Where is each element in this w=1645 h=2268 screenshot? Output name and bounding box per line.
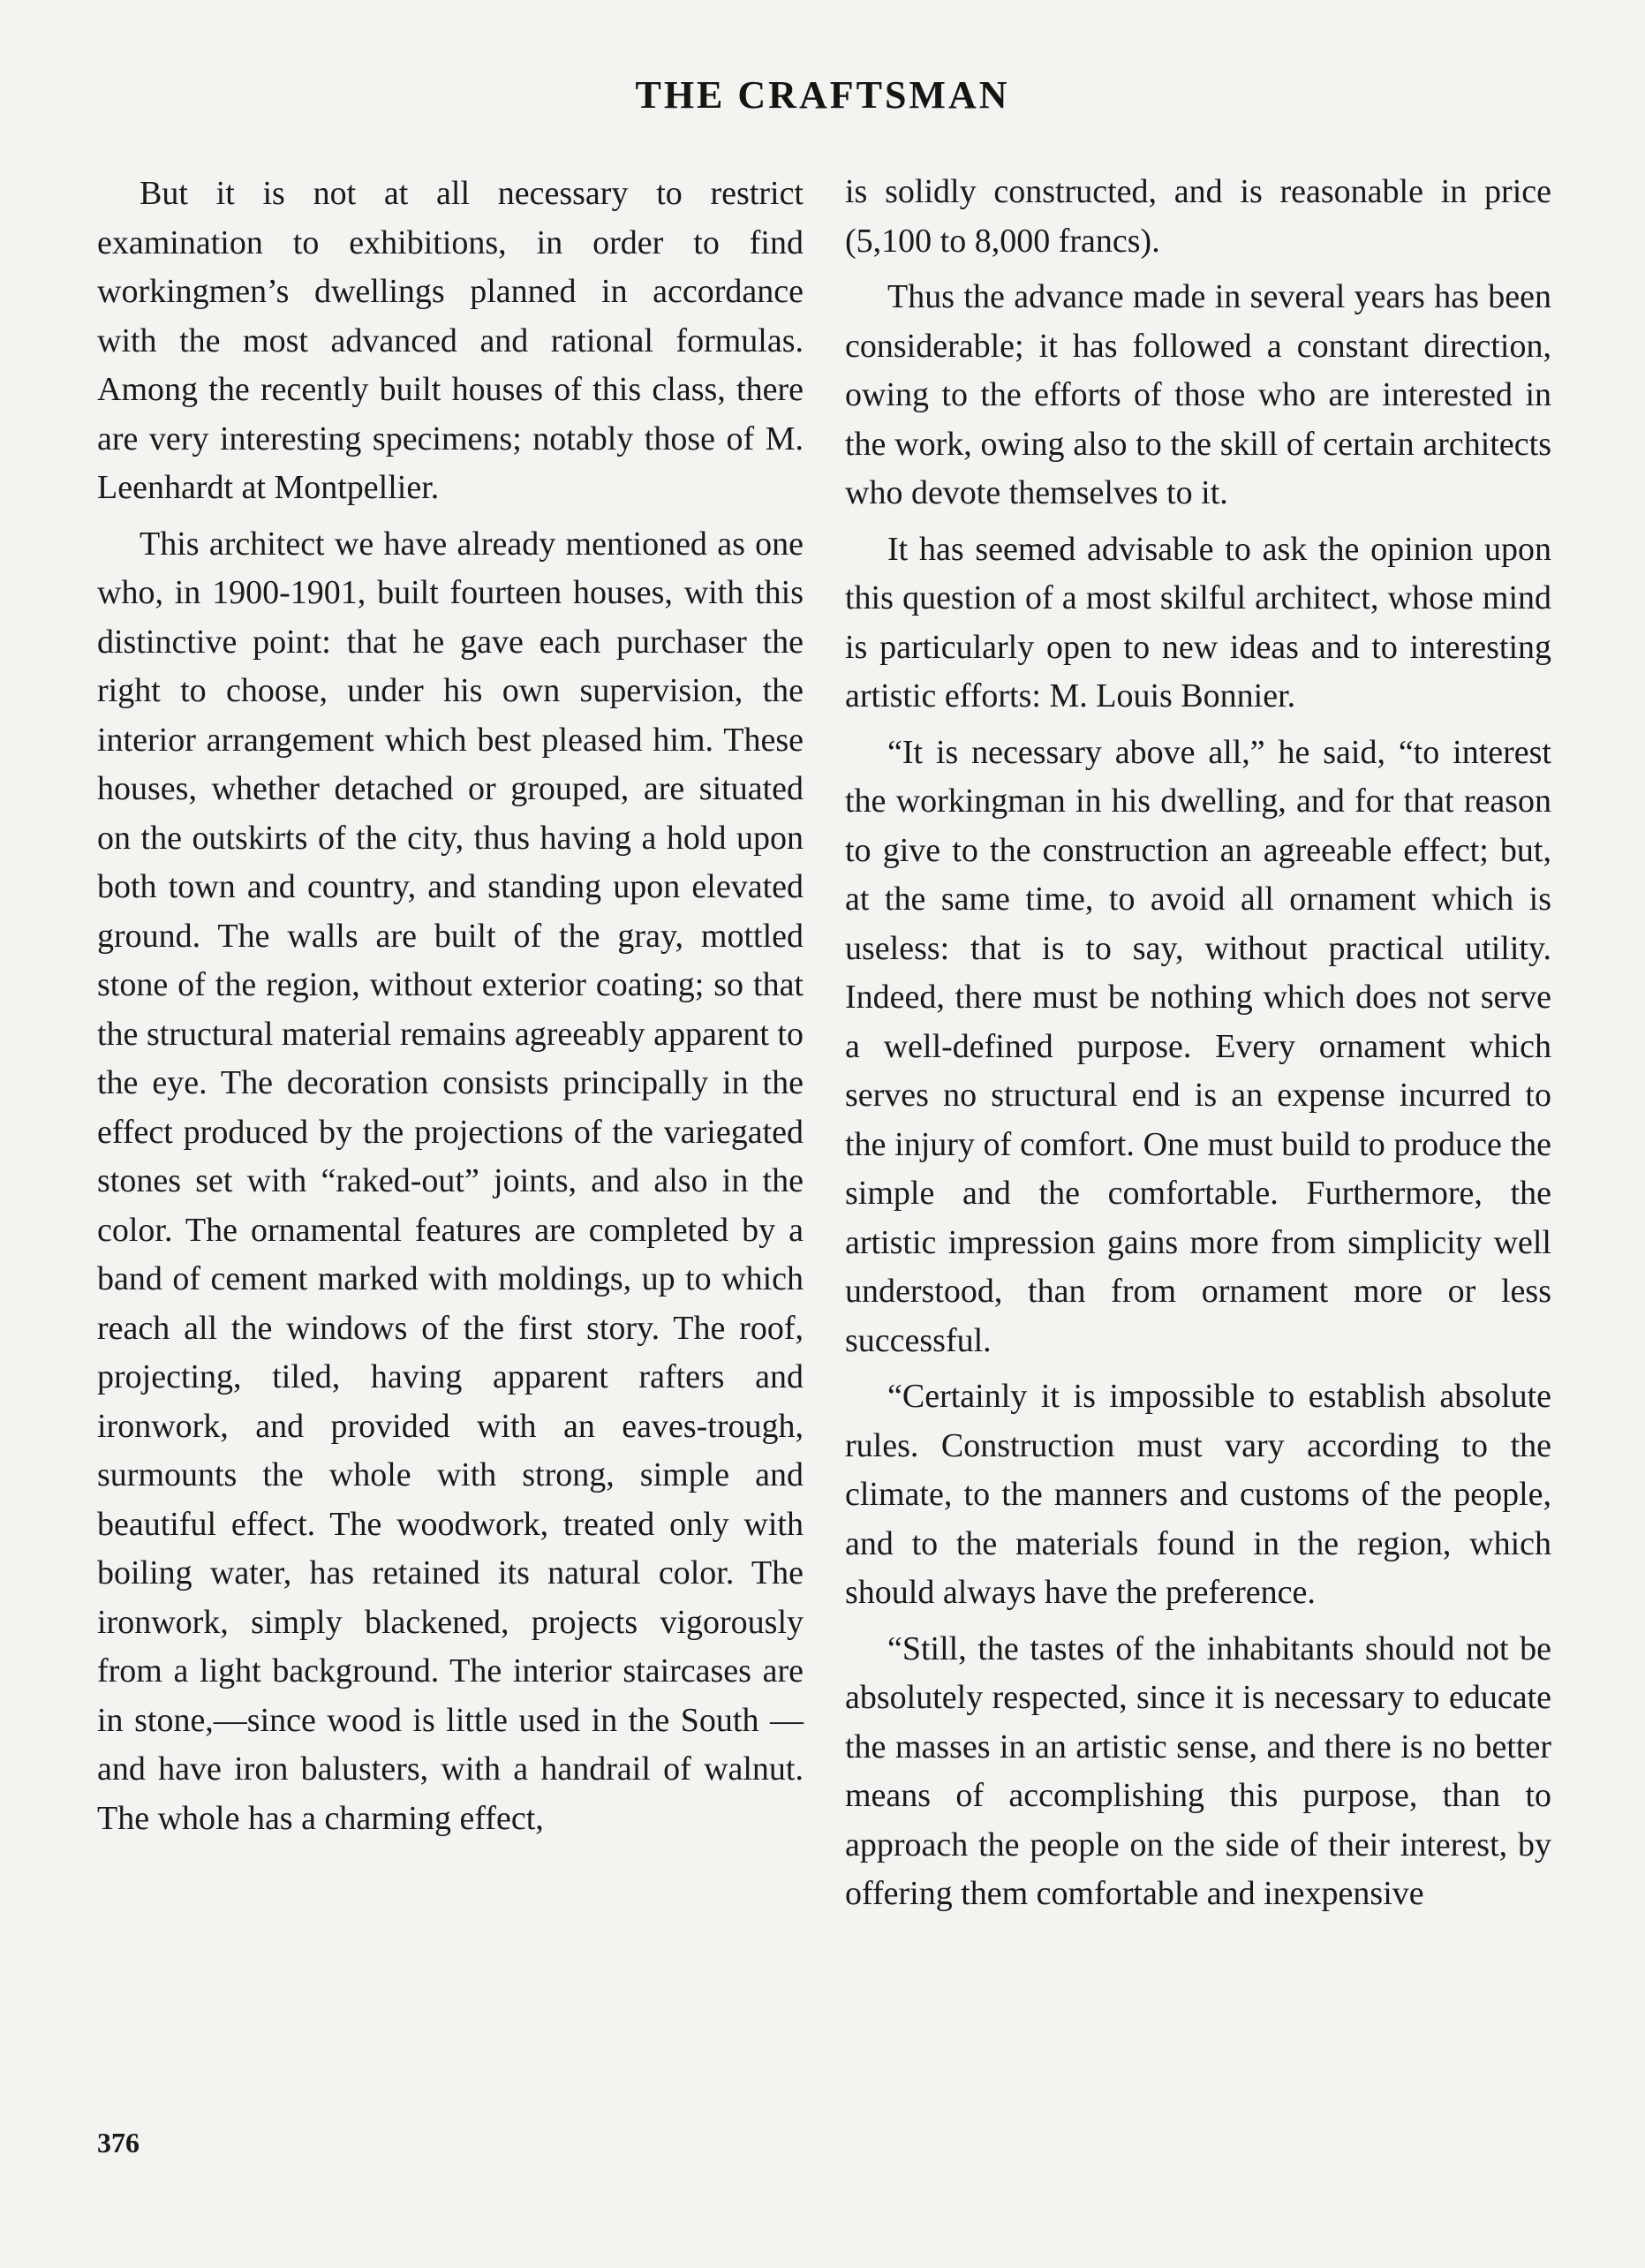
paragraph: Thus the advance made in several years has been considerable; it has followed a constant direction, owing to the efforts of those who are interested in the work, owing also to the skill of certain architects who devote themselves to it. — [845, 278, 1551, 511]
paragraph: “Certainly it is impossible to establish absolute rules. Construction must vary according to the climate, to the manners and customs of the people, and to the materials found in the region, which should always have the preference. — [845, 1378, 1551, 1611]
paragraph: It has seemed advisable to ask the opinion upon this question of a most skilful architect, whose mind is particularly open to new ideas and to interesting artistic efforts: M. Louis Bonnier. — [845, 530, 1551, 714]
paragraph: This architect we have already mentioned as one who, in 1900-1901, built fourteen houses, with this distinctive point: that he gave each purchaser the right to choose, under his own supervision, the interior arrangement which best pleased him. These houses, whether detached or grouped, are situated on the outskirts of the city, thus having a hold upon both town and country, and standing upon elevated ground. The walls are built of the gray, mottled stone of the region, without exterior coating; so that the structural material remains agreeably apparent to the eye. The decoration consists principally in the effect produced by the projections of the variegated stones set with “raked-out” joints, and also in the color. The ornamental features are completed by a band of cement marked with moldings, up to which reach all the windows of the first story. The roof, projecting, tiled, having apparent rafters and ironwork, and provided with an eaves-trough, surmounts the whole with strong, simple and beautiful effect. The woodwork, treated only with boiling water, has retained its natural color. The ironwork, simply blackened, projects vigorously from a light background. The interior staircases are in stone,—since wood is little used in the South —and have iron balusters, with a handrail of walnut. The whole has a charming effect, — [97, 525, 804, 1837]
right-column — [845, 168, 1551, 1919]
running-title: THE CRAFTSMAN — [635, 73, 1010, 117]
paragraph: “Still, the tastes of the inhabitants should not be absolutely respected, since it is necessary to educate the masses in an artistic sense, and there is no better means of accomplishing this purpose, than to approach the people on the side of their interest, by offering them comfortable and inexpensive — [845, 1629, 1551, 1912]
paragraph: But it is not at all necessary to restrict examination to exhibitions, in order to find workingmen’s dwellings planned in accordance with the most advanced and rational formulas. Among the recently built houses of this class, there are very interesting specimens; notably those of M. Leenhardt at Montpellier. — [97, 175, 804, 506]
left-column — [97, 170, 804, 1843]
page-number: 376 — [97, 2127, 140, 2158]
paragraph: “It is necessary above all,” he said, “to interest the workingman in his dwelling, and for that reason to give to the construction an agreeable effect; but, at the same time, to avoid all ornament which is useless: that is to say, without practical utility. Indeed, there must be nothing which does not serve a well-defined purpose. Every ornament which serves no structural end is an expense incurred to the injury of comfort. One must build to produce the simple and the comfortable. Furthermore, the artistic impression gains more from simplicity well understood, than from ornament more or less successful. — [845, 733, 1551, 1359]
paragraph-continued: is solidly constructed, and is reasonable in price (5,100 to 8,000 francs). — [845, 173, 1551, 260]
